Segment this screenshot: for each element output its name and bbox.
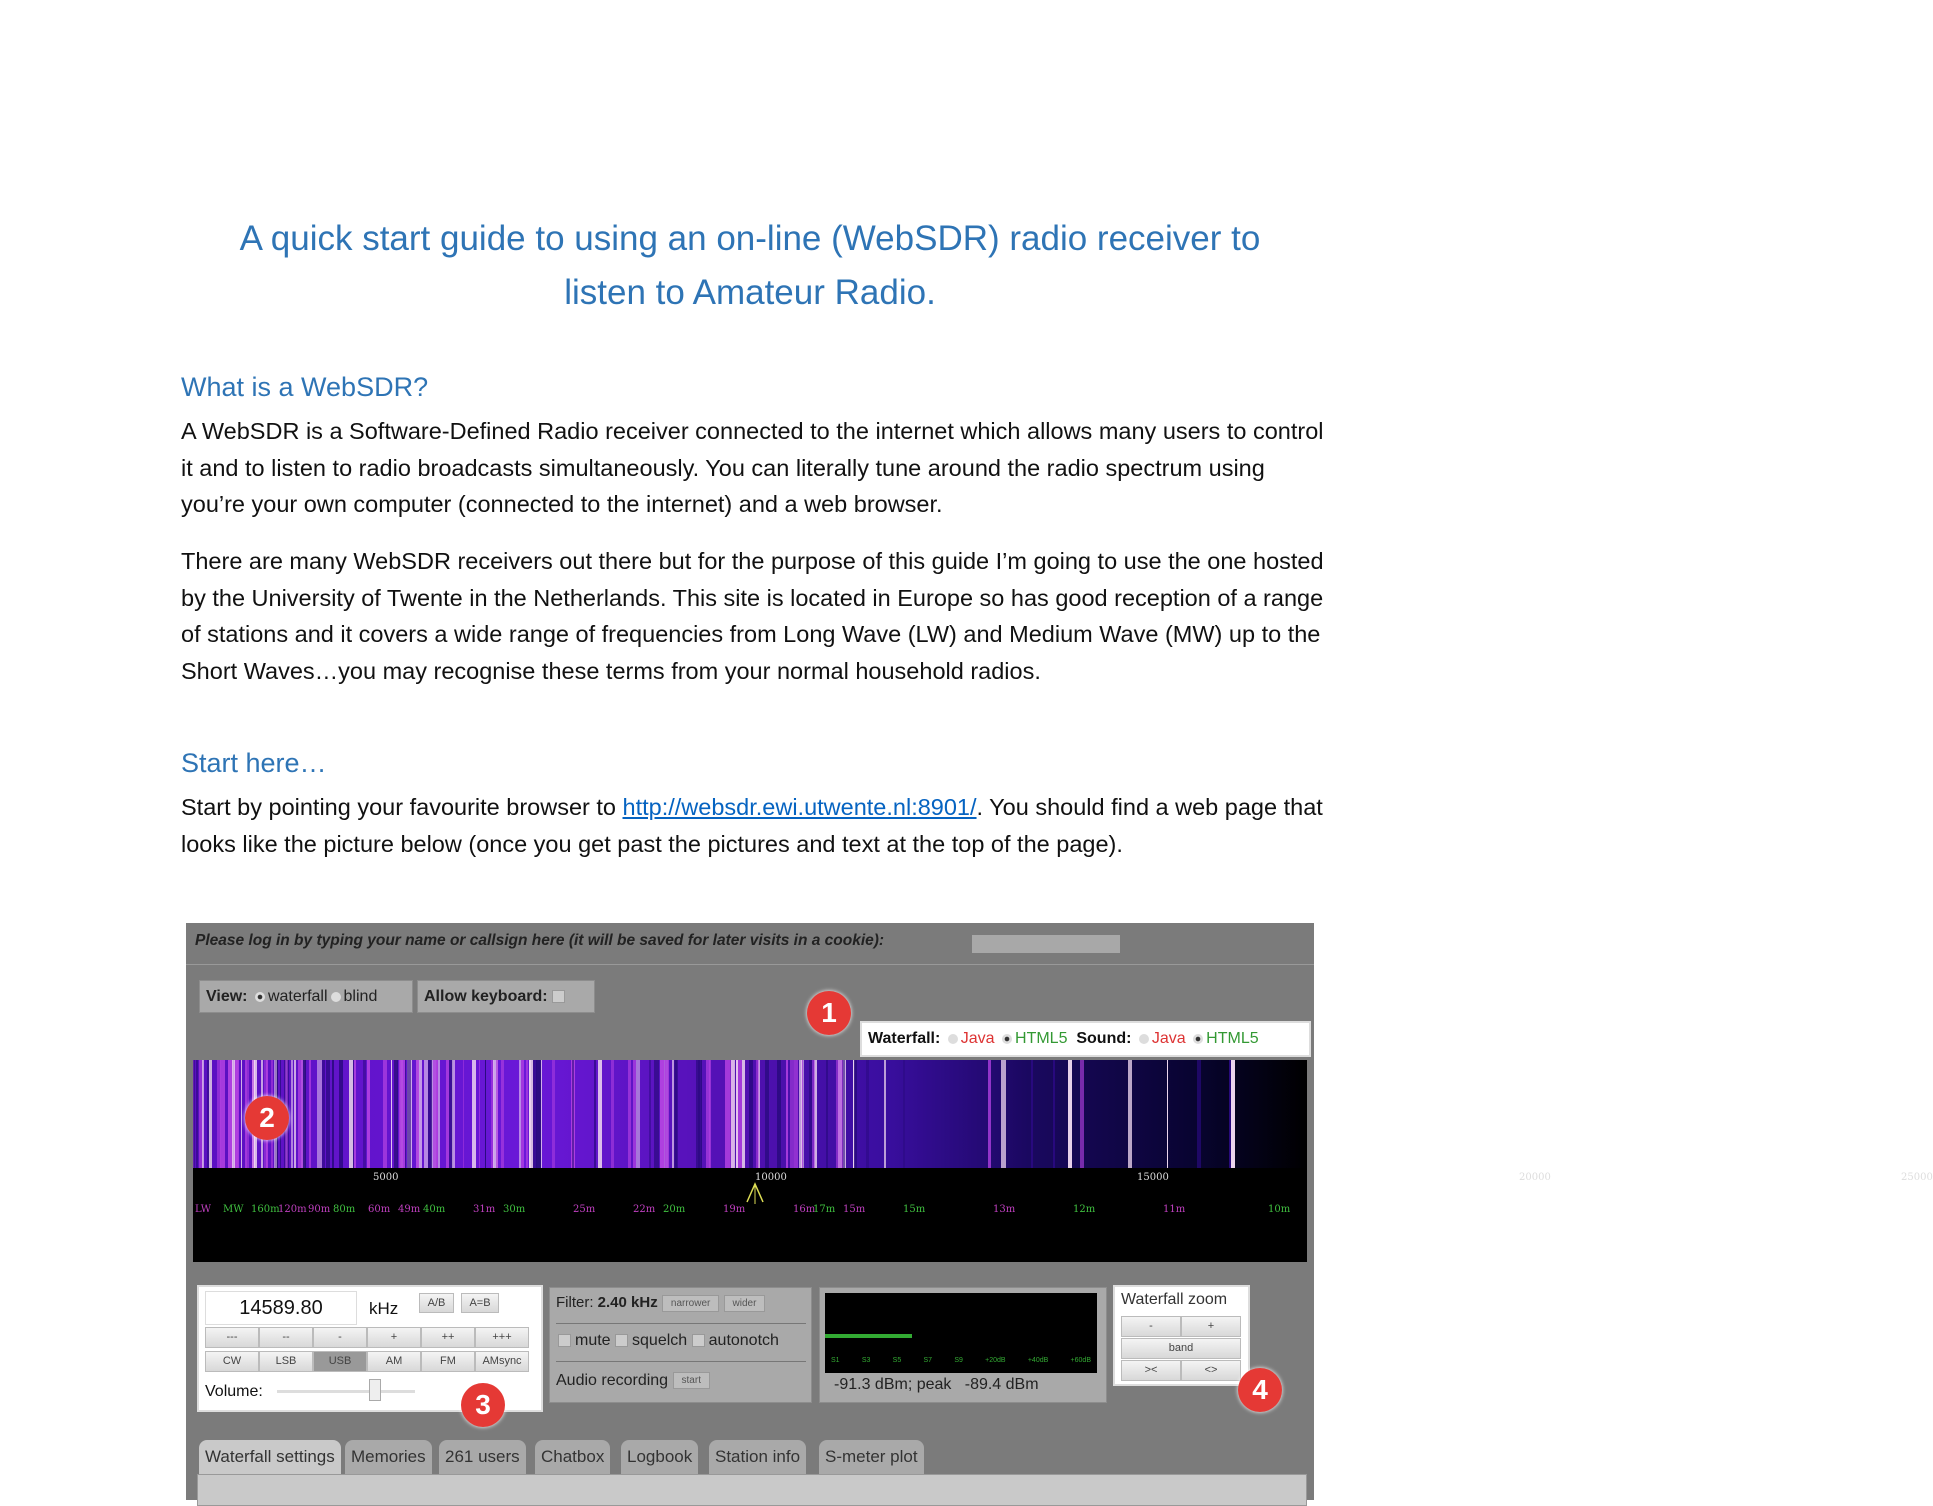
waterfall-signal-line: [326, 1060, 330, 1168]
waterfall-signal-line: [812, 1060, 815, 1168]
start-recording-button[interactable]: start: [673, 1372, 710, 1389]
step-button[interactable]: --: [259, 1327, 313, 1348]
waterfall-zoom-title: Waterfall zoom: [1121, 1291, 1228, 1308]
waterfall-signal-line: [663, 1060, 666, 1168]
ab-button[interactable]: A/B: [419, 1293, 454, 1313]
zoom-in-button[interactable]: +: [1181, 1316, 1241, 1337]
waterfall-signal-line: [1128, 1060, 1132, 1168]
waterfall-signal-line: [196, 1060, 198, 1168]
s-meter-scale-label: +60dB: [1070, 1357, 1091, 1364]
tab-s-meter-plot[interactable]: S-meter plot: [819, 1440, 924, 1474]
allow-keyboard: [417, 980, 595, 1013]
band-label[interactable]: 11m: [1163, 1204, 1186, 1215]
waterfall-signal-line: [794, 1060, 797, 1168]
waterfall-signal-line: [291, 1060, 293, 1168]
volume-slider[interactable]: [277, 1390, 415, 1393]
frequency-tick-label: 15000: [1137, 1172, 1169, 1183]
waterfall-signal-line: [496, 1060, 498, 1168]
waterfall-signal-line: [209, 1060, 212, 1168]
allow-keyboard-label: Allow keyboard:: [424, 988, 548, 1005]
waterfall-signal-line: [552, 1060, 554, 1168]
band-label[interactable]: 80m: [333, 1204, 356, 1215]
s-meter-scale-label: +20dB: [985, 1357, 1006, 1364]
band-label[interactable]: 160m: [251, 1204, 280, 1215]
frequency-tick-label: 25000: [1901, 1172, 1933, 1183]
waterfall-signal-line: [300, 1060, 303, 1168]
waterfall-signal-line: [672, 1060, 674, 1168]
tab-memories[interactable]: Memories: [345, 1440, 432, 1474]
tab-261-users[interactable]: 261 users: [439, 1440, 526, 1474]
waterfall-signal-line: [367, 1060, 370, 1168]
waterfall-option: waterfall: [267, 988, 328, 1005]
waterfall-signal-line: [354, 1060, 356, 1168]
waterfall-signal-line: [220, 1060, 225, 1168]
step-button[interactable]: +++: [475, 1327, 529, 1348]
callout-badge-4: 4: [1238, 1368, 1282, 1412]
band-label[interactable]: 16m: [793, 1204, 816, 1215]
zoom-out-button[interactable]: -: [1121, 1316, 1181, 1337]
band-label[interactable]: 12m: [1073, 1204, 1096, 1215]
waterfall-signal-line: [838, 1060, 843, 1168]
waterfall-label: Waterfall:: [868, 1030, 941, 1047]
waterfall-signal-line: [1080, 1060, 1084, 1168]
waterfall-zoom-panel: [1113, 1285, 1250, 1386]
waterfall-signal-line: [399, 1060, 401, 1168]
s-meter-scale-label: S9: [954, 1357, 963, 1364]
waterfall-signal-line: [706, 1060, 710, 1168]
khz-label: kHz: [369, 1299, 399, 1318]
waterfall-signal-line: [438, 1060, 440, 1168]
waterfall-signal-line: [742, 1060, 745, 1168]
band-label[interactable]: 15m: [903, 1204, 926, 1215]
band-label[interactable]: 15m: [843, 1204, 866, 1215]
waterfall-signal-line: [654, 1060, 659, 1168]
waterfall-signal-line: [731, 1060, 735, 1168]
frequency-input[interactable]: 14589.80: [205, 1291, 357, 1325]
band-label[interactable]: 60m: [368, 1204, 391, 1215]
websdr-screenshot: [186, 923, 1933, 1500]
volume-label: Volume:: [205, 1383, 263, 1400]
mode-button-amsync[interactable]: AMsync: [475, 1351, 529, 1372]
p3-text: Start by pointing your favourite browser to: [181, 794, 623, 820]
waterfall-signal-line: [884, 1060, 886, 1168]
waterfall-signal-line: [854, 1060, 857, 1168]
mode-button-fm[interactable]: FM: [421, 1351, 475, 1372]
frequency-tick-label: 5000: [373, 1172, 399, 1183]
waterfall-signal-line: [675, 1060, 677, 1168]
view-label: View:: [206, 988, 248, 1005]
squelch-checkbox[interactable]: [615, 1334, 628, 1347]
callsign-input[interactable]: [972, 935, 1120, 953]
waterfall-signal-line: [391, 1060, 392, 1168]
waterfall-signal-line: [1068, 1060, 1072, 1168]
autonotch-checkbox[interactable]: [692, 1334, 705, 1347]
waterfall-signal-line: [232, 1060, 235, 1168]
waterfall-signal-line: [611, 1060, 614, 1168]
title-line-2: listen to Amateur Radio.: [564, 273, 936, 312]
document-title: [150, 212, 1350, 320]
frequency-tick-label: 10000: [755, 1172, 787, 1183]
websdr-link[interactable]: http://websdr.ewi.utwente.nl:8901/: [622, 794, 977, 820]
waterfall-signal-line: [479, 1060, 480, 1168]
divider: [186, 964, 1314, 965]
waterfall-signal-line: [416, 1060, 419, 1168]
waterfall-signal-line: [594, 1060, 595, 1168]
blind-option: blind: [343, 988, 378, 1005]
tab-chatbox[interactable]: Chatbox: [535, 1440, 610, 1474]
waterfall-signal-line: [572, 1060, 574, 1168]
tab-station-info[interactable]: Station info: [709, 1440, 806, 1474]
waterfall-signal-line: [405, 1060, 406, 1168]
waterfall-signal-line: [988, 1060, 992, 1168]
wf-html5: HTML5: [1015, 1030, 1068, 1047]
filter-value: 2.40 kHz: [597, 1294, 658, 1311]
waterfall-signal-line: [866, 1060, 869, 1168]
radio-waterfall[interactable]: [255, 992, 265, 1002]
waterfall-signal-line: [294, 1060, 296, 1168]
sound-label: Sound:: [1076, 1030, 1132, 1047]
waterfall-signal-line: [749, 1060, 754, 1168]
waterfall-signal-line: [574, 1060, 575, 1168]
tuning-marker-icon: [745, 1182, 765, 1204]
waterfall-signal-line: [598, 1060, 602, 1168]
waterfall-signal-line: [332, 1060, 334, 1168]
waterfall-signal-line: [349, 1060, 353, 1168]
frequency-tick-label: 20000: [1519, 1172, 1551, 1183]
waterfall-signal-line: [1231, 1060, 1235, 1168]
waterfall-signal-line: [472, 1060, 476, 1168]
step-button[interactable]: -: [313, 1327, 367, 1348]
s-meter-scale-label: +40dB: [1027, 1357, 1049, 1364]
band-label[interactable]: 17m: [813, 1204, 836, 1215]
waterfall-signal-line: [725, 1060, 730, 1168]
wf-java: Java: [960, 1030, 995, 1047]
band-label[interactable]: 49m: [398, 1204, 421, 1215]
radio-wf-html5[interactable]: [1002, 1034, 1012, 1044]
band-label[interactable]: 25m: [573, 1204, 596, 1215]
frequency-scale[interactable]: [193, 1168, 1933, 1262]
waterfall-signal-line: [463, 1060, 465, 1168]
waterfall-signal-line: [765, 1060, 769, 1168]
narrower-button[interactable]: narrower: [662, 1295, 719, 1312]
waterfall-signal-line: [636, 1060, 639, 1168]
tab-logbook[interactable]: Logbook: [621, 1440, 698, 1474]
waterfall-signal-line: [241, 1060, 242, 1168]
allow-keyboard-checkbox[interactable]: [552, 990, 565, 1003]
band-label[interactable]: 30m: [503, 1204, 526, 1215]
waterfall-signal-line: [317, 1060, 322, 1168]
waterfall-signal-line: [452, 1060, 455, 1168]
tab-waterfall-settings[interactable]: Waterfall settings: [199, 1440, 341, 1474]
paragraph-2: There are many WebSDR receivers out there but for the purpose of this guide I’m going to use the one hosted by the University of Twente in the Netherlands. This site is located in Europe so has good reception of a range of stations and it covers a wide range of frequencies from Long Wave (LW) and Medium Wave (MW) up to the Short Waves…you may recognise these terms from your normal household radios.: [181, 548, 1324, 684]
waterfall-signal-line: [536, 1060, 540, 1168]
wider-button[interactable]: wider: [724, 1295, 766, 1312]
band-label[interactable]: LW: [195, 1204, 212, 1215]
waterfall-signal-line: [446, 1060, 449, 1168]
waterfall-signal-line: [501, 1060, 504, 1168]
waterfall-signal-line: [202, 1060, 203, 1168]
band-label[interactable]: 20m: [663, 1204, 686, 1215]
waterfall-signal-line: [363, 1060, 365, 1168]
waterfall-signal-line: [790, 1060, 794, 1168]
s-meter-bar: [825, 1334, 912, 1338]
sound-html5: HTML5: [1206, 1030, 1259, 1047]
band-label[interactable]: MW: [223, 1204, 244, 1215]
band-label[interactable]: 90m: [308, 1204, 331, 1215]
waterfall-signal-line: [303, 1060, 306, 1168]
waterfall-signal-line: [519, 1060, 520, 1168]
callout-badge-1: 1: [807, 991, 851, 1035]
band-label[interactable]: 120m: [278, 1204, 307, 1215]
waterfall-signal-line: [799, 1060, 801, 1168]
mode-button-cw[interactable]: CW: [205, 1351, 259, 1372]
waterfall-signal-line: [903, 1060, 905, 1168]
step-button[interactable]: ---: [205, 1327, 259, 1348]
a-equals-b-button[interactable]: A=B: [461, 1293, 499, 1313]
s-meter-panel: [819, 1287, 1107, 1403]
s-meter-scale-label: S3: [861, 1357, 871, 1364]
p3-text-end: . You should find a web page that looks like the picture below (once you get past the pictures and text at the top of the page).: [181, 794, 1323, 857]
radio-sound-java[interactable]: [1139, 1034, 1149, 1044]
waterfall-signal-line: [394, 1060, 398, 1168]
heading-start-here: Start here…: [181, 748, 327, 778]
autonotch-label: autonotch: [708, 1332, 779, 1349]
waterfall-signal-line: [826, 1060, 828, 1168]
zoom-narrow-button[interactable]: ><: [1121, 1360, 1181, 1381]
callout-badge-3: 3: [461, 1383, 505, 1427]
title-line-1: A quick start guide to using an on-line (WebSDR) radio receiver to: [239, 219, 1261, 258]
step-button[interactable]: +: [367, 1327, 421, 1348]
view-selector: [199, 980, 413, 1013]
divider: [556, 1361, 806, 1362]
waterfall-signal-line: [529, 1060, 532, 1168]
waterfall-signal-line: [309, 1060, 311, 1168]
volume-slider-handle[interactable]: [369, 1379, 381, 1401]
mute-label: mute: [575, 1332, 611, 1349]
waterfall-signal-line: [1053, 1060, 1055, 1168]
waterfall-signal-line: [786, 1060, 788, 1168]
heading-what-is: What is a WebSDR?: [181, 372, 429, 402]
divider: [556, 1323, 806, 1324]
sound-java: Java: [1151, 1030, 1186, 1047]
waterfall-signal-line: [1031, 1060, 1034, 1168]
paragraph-1: A WebSDR is a Software-Defined Radio receiver connected to the internet which allows many users to control it and to listen to radio broadcasts simultaneously. You can literally tune around the radio spectrum using you’re your own computer (connected to the internet) and a web browser.: [181, 418, 1324, 517]
mode-button-am[interactable]: AM: [367, 1351, 421, 1372]
s-meter-scale-label: S1: [831, 1357, 840, 1364]
radio-wf-java[interactable]: [948, 1034, 958, 1044]
filter-panel: [549, 1287, 812, 1403]
waterfall-signal-line: [1167, 1060, 1169, 1168]
s-meter-readout: -91.3 dBm; peak -89.4 dBm: [834, 1376, 1039, 1393]
waterfall-sound-selector: [860, 1021, 1311, 1057]
waterfall-signal-line: [521, 1060, 524, 1168]
step-button[interactable]: ++: [421, 1327, 475, 1348]
waterfall-signal-line: [236, 1060, 238, 1168]
band-label[interactable]: 13m: [993, 1204, 1016, 1215]
band-label[interactable]: 10m: [1268, 1204, 1291, 1215]
waterfall-signal-line: [628, 1060, 630, 1168]
band-label[interactable]: 40m: [423, 1204, 446, 1215]
band-label[interactable]: 31m: [473, 1204, 496, 1215]
radio-sound-html5[interactable]: [1193, 1034, 1203, 1044]
waterfall-display[interactable]: [193, 1060, 1307, 1168]
waterfall-signal-line: [649, 1060, 651, 1168]
tab-panel: [197, 1474, 1307, 1506]
waterfall-signal-line: [736, 1060, 737, 1168]
zoom-band-button[interactable]: band: [1121, 1338, 1241, 1359]
band-label[interactable]: 19m: [723, 1204, 746, 1215]
audio-recording-label: Audio recording: [556, 1372, 669, 1389]
paragraph-3: [181, 789, 1331, 862]
s-meter-scale-label: S5: [892, 1357, 902, 1364]
waterfall-signal-line: [485, 1060, 486, 1168]
filter-label: Filter:: [556, 1294, 594, 1311]
waterfall-signal-line: [801, 1060, 803, 1168]
waterfall-signal-line: [383, 1060, 387, 1168]
mute-checkbox[interactable]: [558, 1334, 571, 1347]
waterfall-signal-line: [424, 1060, 428, 1168]
login-prompt: Please log in by typing your name or callsign here (it will be saved for later visits in a cookie):: [195, 932, 885, 949]
mode-button-usb[interactable]: USB: [313, 1351, 367, 1372]
waterfall-signal-line: [756, 1060, 759, 1168]
waterfall-signal-line: [701, 1060, 702, 1168]
waterfall-signal-line: [1197, 1060, 1201, 1168]
band-label[interactable]: 22m: [633, 1204, 656, 1215]
waterfall-signal-line: [777, 1060, 781, 1168]
waterfall-signal-line: [428, 1060, 432, 1168]
radio-blind[interactable]: [331, 992, 341, 1002]
squelch-label: squelch: [632, 1332, 688, 1349]
callout-badge-2: 2: [245, 1096, 289, 1140]
waterfall-signal-line: [1001, 1060, 1006, 1168]
waterfall-signal-line: [342, 1060, 343, 1168]
waterfall-signal-line: [407, 1060, 411, 1168]
s-meter-display: [825, 1293, 1097, 1373]
zoom-wide-button[interactable]: <>: [1181, 1360, 1241, 1381]
waterfall-signal-line: [633, 1060, 636, 1168]
mode-button-lsb[interactable]: LSB: [259, 1351, 313, 1372]
s-meter-scale-label: S7: [923, 1357, 933, 1364]
